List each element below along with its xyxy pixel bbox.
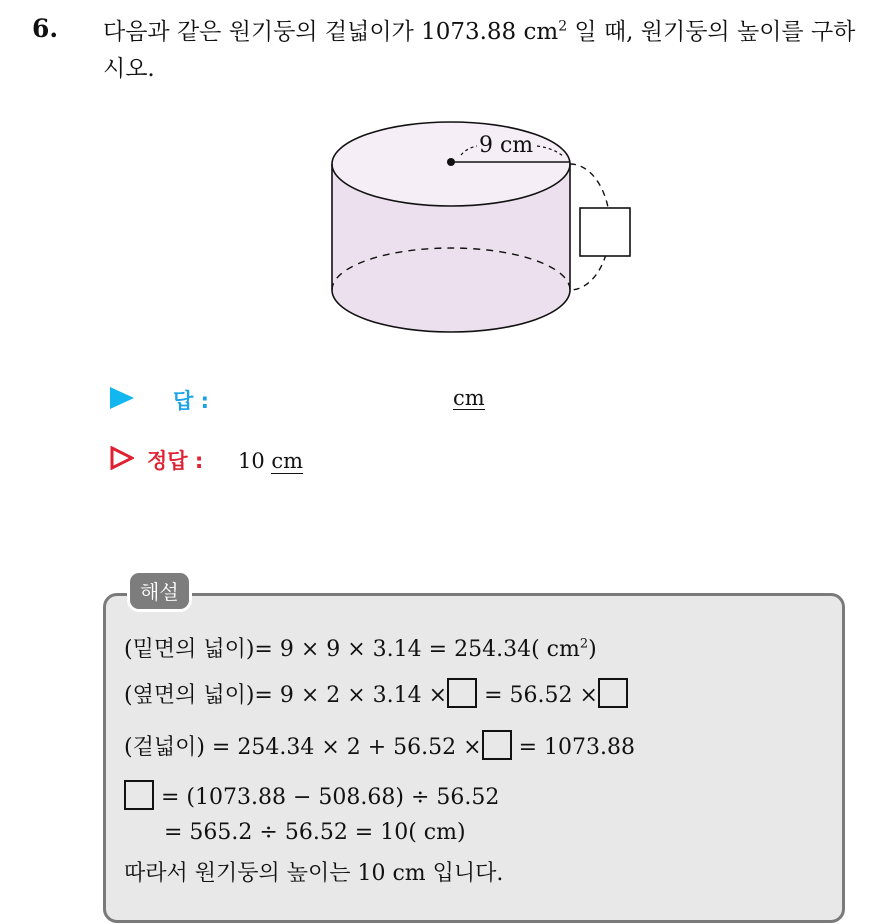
solution-line-1: (밑면의 넓이)= 9 × 9 × 3.14 = 254.34( $cm^2$): [124, 636, 597, 662]
answer-row: [110, 385, 209, 413]
blank-box: [447, 678, 477, 708]
correct-answer-row: [110, 445, 204, 473]
solution-line-2: (옆면의 넓이)= 9 × 2 × 3.14 × = 56.52 ×: [124, 678, 628, 709]
height-blank-box: [580, 208, 630, 256]
answer-unit: cm: [453, 386, 485, 410]
blank-box: [482, 730, 512, 760]
blank-box: [124, 780, 154, 810]
correct-answer-value: 10 cm: [238, 449, 304, 473]
solution-line-4: = (1073.88 − 508.68) ÷ 56.52: [124, 780, 499, 810]
correct-answer-label: 정답 :: [147, 449, 204, 473]
cylinder-figure: [325, 118, 645, 340]
solution-line-3: (겉넓이) = 254.34 × 2 + 56.52 × = 1073.88: [124, 730, 635, 761]
answer-label: 답 :: [173, 389, 209, 413]
radius-label: 9 cm: [479, 133, 534, 158]
solution-tag: 해설: [127, 570, 192, 612]
outline-arrow-icon: [110, 446, 134, 470]
question-text: 다음과 같은 원기둥의 겉넓이가 1073.88 $cm^2$ 일 때, 원기둥의 높이를 구하시오.: [103, 18, 856, 82]
solution-line-5: = 565.2 ÷ 56.52 = 10( cm): [164, 820, 466, 845]
solution-line-6: 따라서 원기둥의 높이는 10 cm 입니다.: [124, 861, 504, 886]
play-arrow-icon: [110, 387, 134, 409]
blank-box: [598, 678, 628, 708]
question-number: 6.: [32, 14, 59, 43]
